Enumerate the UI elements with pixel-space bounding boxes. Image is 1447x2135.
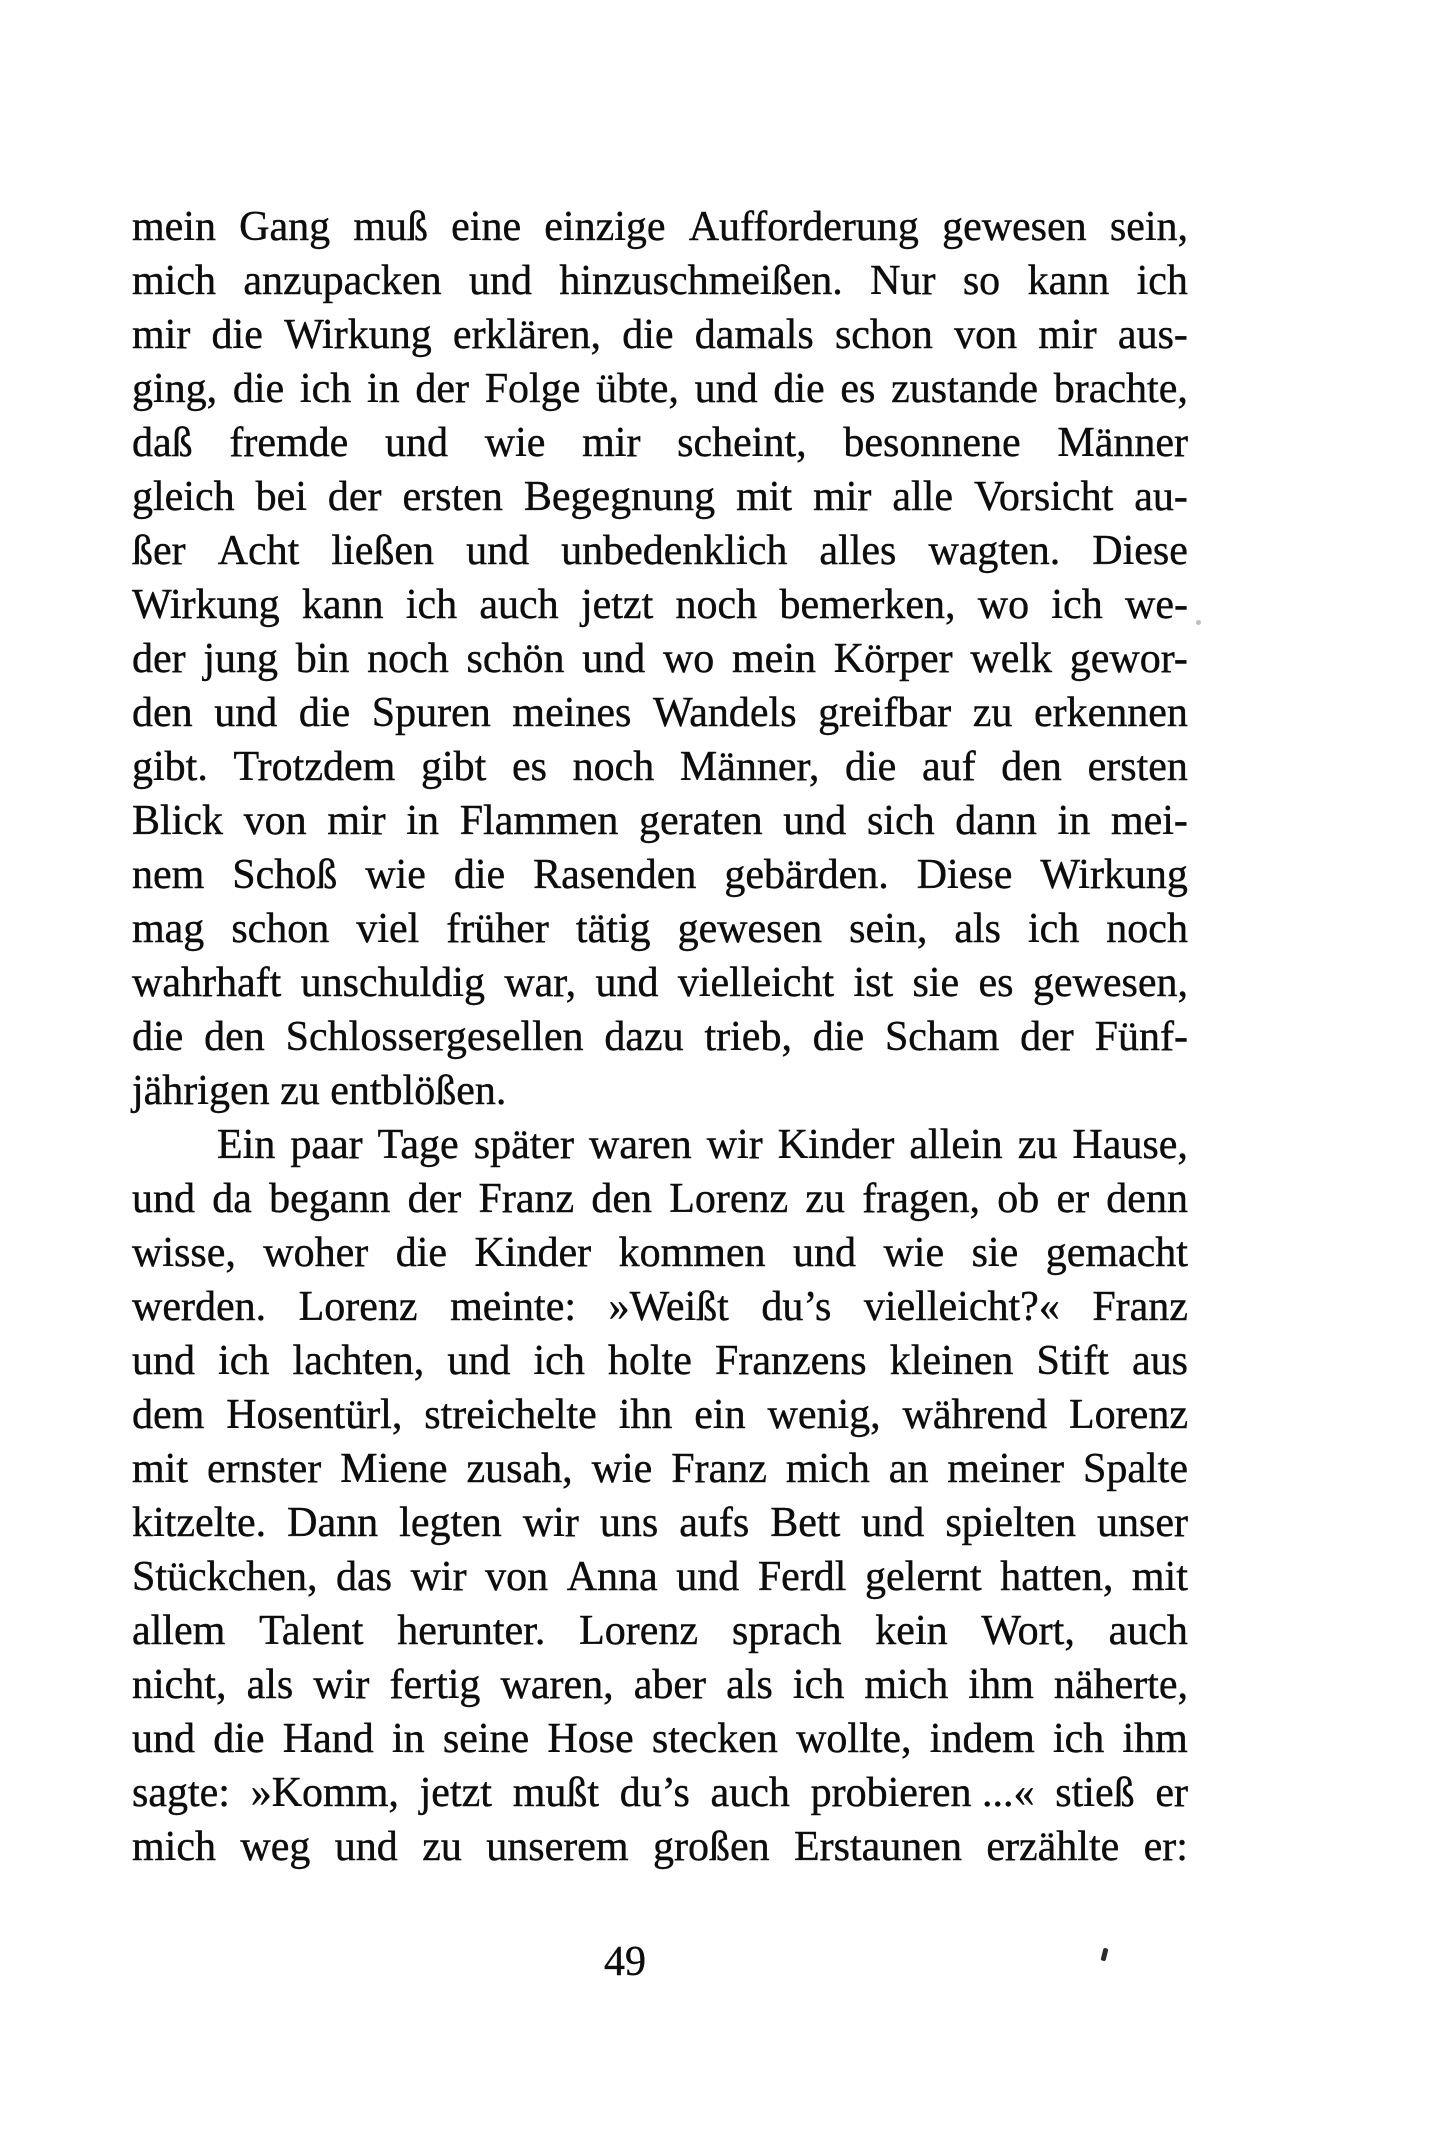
text-line: der jung bin noch schön und wo mein Körper welk gewor- bbox=[132, 636, 1188, 682]
scan-speck bbox=[1101, 1948, 1109, 1962]
text-line: gleich bei der ersten Begegnung mit mir alle Vorsicht au- bbox=[132, 474, 1188, 520]
text-line: mein Gang muß eine einzige Aufforderung gewesen sein, bbox=[132, 204, 1188, 250]
page-text bbox=[132, 200, 1188, 1874]
text-line: werden. Lorenz meinte: »Weißt du’s vielleicht?« Franz bbox=[132, 1284, 1188, 1330]
text-line: mich anzupacken und hinzuschmeißen. Nur so kann ich bbox=[132, 258, 1188, 304]
text-line: allem Talent herunter. Lorenz sprach kein Wort, auch bbox=[132, 1608, 1188, 1654]
text-line: mir die Wirkung erklären, die damals schon von mir aus- bbox=[132, 312, 1188, 358]
text-line: die den Schlossergesellen dazu trieb, die Scham der Fünf- bbox=[132, 1014, 1188, 1060]
page-number: 49 bbox=[604, 1939, 646, 1985]
text-line: gibt. Trotzdem gibt es noch Männer, die auf den ersten bbox=[132, 744, 1188, 790]
text-line: nicht, als wir fertig waren, aber als ich mich ihm näherte, bbox=[132, 1662, 1188, 1708]
text-line: sagte: »Komm, jetzt mußt du’s auch probieren ...« stieß er bbox=[132, 1770, 1188, 1816]
text-line: Wirkung kann ich auch jetzt noch bemerken, wo ich we- bbox=[132, 582, 1188, 628]
text-line: nem Schoß wie die Rasenden gebärden. Diese Wirkung bbox=[132, 852, 1188, 898]
text-line: mag schon viel früher tätig gewesen sein, als ich noch bbox=[132, 906, 1188, 952]
text-line: Blick von mir in Flammen geraten und sich dann in mei- bbox=[132, 798, 1188, 844]
text-line: wahrhaft unschuldig war, und vielleicht ist sie es gewesen, bbox=[132, 960, 1188, 1006]
text-line: und die Hand in seine Hose stecken wollte, indem ich ihm bbox=[132, 1716, 1188, 1762]
text-line: den und die Spuren meines Wandels greifbar zu erkennen bbox=[132, 690, 1188, 736]
text-line: ging, die ich in der Folge übte, und die es zustande brachte, bbox=[132, 366, 1188, 412]
text-line: jährigen zu entblößen. bbox=[132, 1068, 507, 1114]
text-line: ßer Acht ließen und unbedenklich alles wagten. Diese bbox=[132, 528, 1188, 574]
text-line: Ein paar Tage später waren wir Kinder allein zu Hause, bbox=[217, 1122, 1188, 1168]
text-line: Stückchen, das wir von Anna und Ferdl gelernt hatten, mit bbox=[132, 1554, 1188, 1600]
text-line: mit ernster Miene zusah, wie Franz mich an meiner Spalte bbox=[132, 1446, 1188, 1492]
scan-speck bbox=[1196, 620, 1201, 625]
text-line: und ich lachten, und ich holte Franzens kleinen Stift aus bbox=[132, 1338, 1188, 1384]
text-line: mich weg und zu unserem großen Erstaunen erzählte er: bbox=[132, 1824, 1188, 1870]
text-line: daß fremde und wie mir scheint, besonnene Männer bbox=[132, 420, 1188, 466]
text-line: und da begann der Franz den Lorenz zu fragen, ob er denn bbox=[132, 1176, 1188, 1222]
text-line: dem Hosentürl, streichelte ihn ein wenig, während Lorenz bbox=[132, 1392, 1188, 1438]
text-line: kitzelte. Dann legten wir uns aufs Bett und spielten unser bbox=[132, 1500, 1188, 1546]
text-line: wisse, woher die Kinder kommen und wie sie gemacht bbox=[132, 1230, 1188, 1276]
